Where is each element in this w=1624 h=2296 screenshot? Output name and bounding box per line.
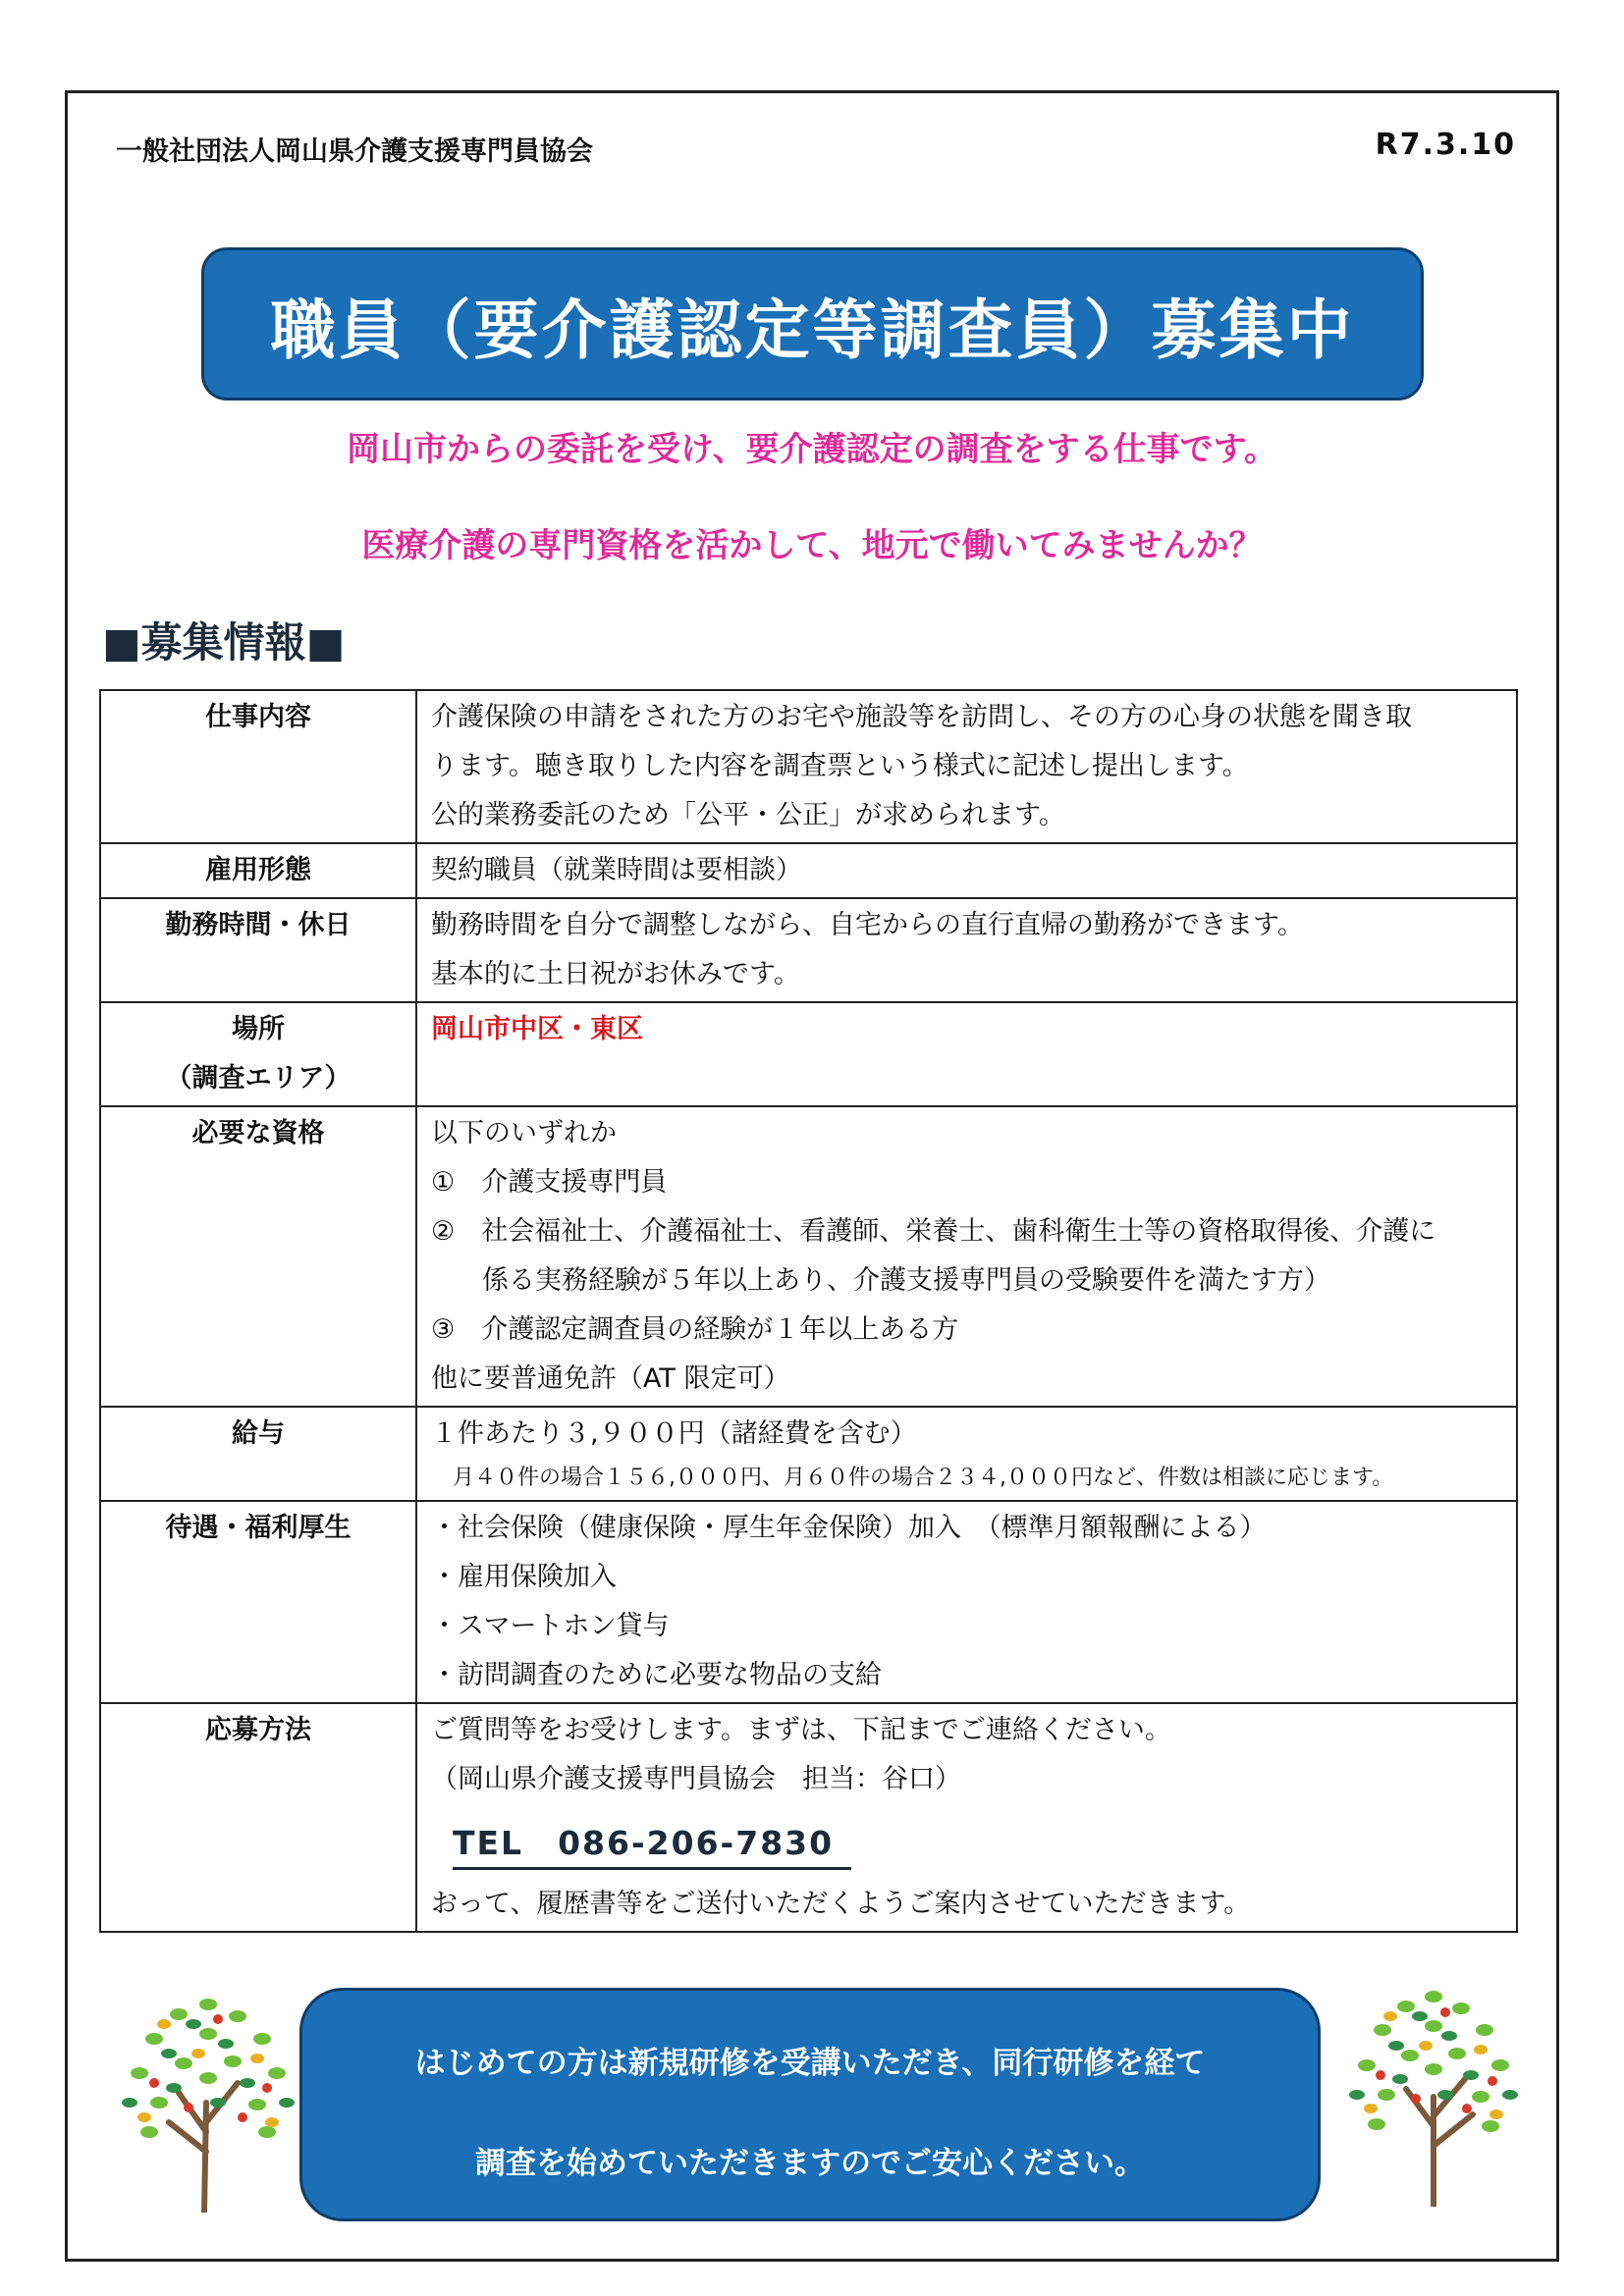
- benefit-item: ・社会保険（健康保険・厚生年金保険）加入 （標準月額報酬による）: [431, 1513, 1267, 1543]
- benefit-item: ・訪問調査のために必要な物品の支給: [431, 1660, 882, 1690]
- qualification-license: 他に要普通免許（AT 限定可）: [431, 1363, 790, 1394]
- benefit-item: ・雇用保険加入: [431, 1562, 617, 1592]
- title-banner: [201, 247, 1424, 400]
- row-value: [416, 1501, 1517, 1703]
- table-row: [100, 843, 1517, 898]
- table-row: [100, 1407, 1517, 1501]
- apply-contact: （岡山県介護支援専門員協会 担当：谷口）: [431, 1764, 961, 1794]
- row-label: 仕事内容: [100, 690, 416, 843]
- notice-line-1: はじめての方は新規研修を受講いただき、同行研修を経て: [414, 2046, 1206, 2081]
- salary-value: １件あたり３,９００円（諸経費を含む）: [431, 1418, 917, 1449]
- row-label: 給与: [100, 1407, 416, 1501]
- tree-illustration-right-icon: [1335, 1979, 1532, 2207]
- row-value: [416, 690, 1517, 843]
- qualification-item: ① 介護支援専門員: [431, 1167, 668, 1198]
- row-label: 応募方法: [100, 1703, 416, 1932]
- job-line: ります。聴き取りした内容を調査票という様式に記述し提出します。: [431, 751, 1249, 781]
- location-value: 岡山市中区・東区: [431, 1014, 643, 1044]
- section-title: ■募集情報■: [102, 618, 346, 667]
- apply-line: ご質問等をお受けします。まずは、下記までご連絡ください。: [431, 1715, 1171, 1745]
- row-value: 契約職員（就業時間は要相談）: [416, 843, 1517, 898]
- row-label: 雇用形態: [100, 843, 416, 898]
- row-label: 勤務時間・休日: [100, 898, 416, 1002]
- row-label: 待遇・福利厚生: [100, 1501, 416, 1703]
- row-value: [416, 1407, 1517, 1501]
- row-label: 必要な資格: [100, 1106, 416, 1407]
- table-row: [100, 1703, 1517, 1932]
- tree-illustration-left-icon: [110, 1985, 306, 2213]
- recruitment-info-table: [99, 689, 1518, 1933]
- lead-line-1: 岡山市からの委託を受け、要介護認定の調査をする仕事です。: [347, 430, 1277, 469]
- salary-note: 月４０件の場合１５６,０００円、月６０件の場合２３４,０００円など、件数は相談に応じます。: [453, 1466, 1394, 1490]
- table-row: [100, 898, 1517, 1002]
- row-label: [100, 1002, 416, 1106]
- hours-line: 基本的に土日祝がお休みです。: [431, 959, 800, 989]
- job-line: 公的業務委託のため「公平・公正」が求められます。: [431, 800, 1065, 830]
- notice-box: [299, 1988, 1321, 2221]
- qualification-item-continued: 係る実務経験が５年以上あり、介護支援専門員の受験要件を満たす方）: [482, 1265, 1330, 1296]
- lead-line-2: 医療介護の専門資格を活かして、地元で働いてみませんか？: [361, 526, 1263, 565]
- organization-name: 一般社団法人岡山県介護支援専門員協会: [116, 136, 593, 167]
- row-value: [416, 898, 1517, 1002]
- table-row: [100, 1501, 1517, 1703]
- table-row: [100, 690, 1517, 843]
- page-title: 職員（要介護認定等調査員）募集中: [270, 292, 1355, 368]
- job-line: 介護保険の申請をされた方のお宅や施設等を訪問し、その方の心身の状態を聞き取: [431, 702, 1412, 732]
- row-value: [416, 1002, 1517, 1106]
- qualification-item: ③ 介護認定調査員の経験が１年以上ある方: [431, 1314, 959, 1345]
- table-row: [100, 1106, 1517, 1407]
- apply-line: おって、履歴書等をご送付いただくようご案内させていただきます。: [431, 1889, 1251, 1919]
- location-label: 場所: [232, 1014, 285, 1044]
- table-row: [100, 1002, 1517, 1106]
- phone-number[interactable]: TEL 086-206-7830: [453, 1822, 851, 1870]
- qualification-item: ② 社会福祉士、介護福祉士、看護師、栄養士、歯科衛生士等の資格取得後、介護に: [431, 1216, 1436, 1247]
- notice-line-2: 調査を始めていただきますのでご安心ください。: [475, 2146, 1145, 2181]
- row-value: [416, 1106, 1517, 1407]
- row-value: [416, 1703, 1517, 1932]
- benefit-item: ・スマートホン貸与: [431, 1611, 670, 1641]
- location-sublabel: （調査エリア）: [165, 1063, 352, 1094]
- document-date: R7.3.10: [1375, 128, 1516, 162]
- hours-line: 勤務時間を自分で調整しながら、自宅からの直行直帰の勤務ができます。: [431, 910, 1304, 940]
- qualification-intro: 以下のいずれか: [431, 1118, 617, 1148]
